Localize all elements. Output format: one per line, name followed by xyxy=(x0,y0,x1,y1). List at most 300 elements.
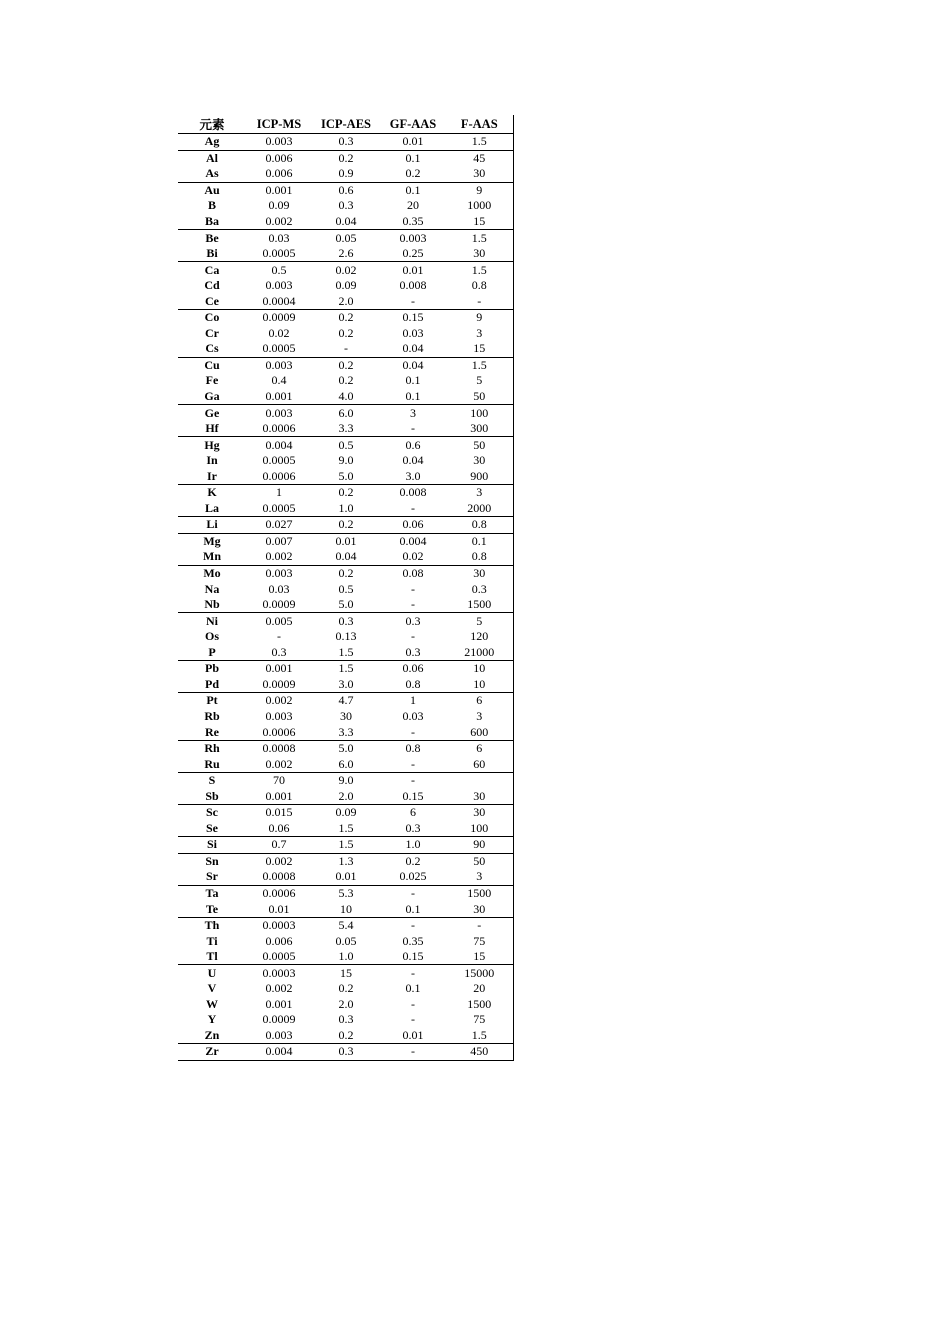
table-row xyxy=(178,821,513,837)
f-aas-cell: 9 xyxy=(446,310,513,326)
f-aas-cell: 1.5 xyxy=(446,230,513,246)
element-cell: Rh xyxy=(204,741,220,756)
icp-ms-cell: 0.007 xyxy=(265,533,293,548)
table-row xyxy=(178,997,513,1013)
icp-ms-cell: 0.0006 xyxy=(246,724,312,740)
table-row xyxy=(178,214,513,230)
f-aas-cell: 0.8 xyxy=(446,278,513,294)
table-row xyxy=(178,293,513,309)
gf-aas-cell: 20 xyxy=(407,198,419,213)
icp-ms-cell: 0.06 xyxy=(246,821,312,837)
gf-aas-cell: - xyxy=(380,293,446,309)
icp-aes-cell: 0.2 xyxy=(338,373,354,388)
gf-aas-cell: 3 xyxy=(410,405,416,420)
icp-ms-cell: 0.001 xyxy=(265,182,293,197)
f-aas-cell: 3 xyxy=(446,869,513,885)
element-cell: K xyxy=(207,485,217,500)
icp-ms-cell: 0.0005 xyxy=(246,501,312,517)
gf-aas-cell: - xyxy=(411,885,415,900)
icp-aes-cell: 0.6 xyxy=(338,182,354,197)
element-cell: Ta xyxy=(205,885,219,900)
table-row xyxy=(178,453,513,469)
table-row xyxy=(178,965,513,981)
icp-aes-cell: 5.0 xyxy=(338,741,354,756)
f-aas-cell: 50 xyxy=(446,437,513,453)
f-aas-cell: 3 xyxy=(446,485,513,501)
f-aas-cell: 75 xyxy=(446,1012,513,1028)
icp-ms-cell: 0.0004 xyxy=(246,293,312,309)
gf-aas-cell: - xyxy=(411,773,415,788)
icp-aes-cell: 0.2 xyxy=(338,325,354,340)
element-cell: Li xyxy=(178,517,246,534)
icp-aes-cell: 0.09 xyxy=(335,278,357,293)
element-cell: Fe xyxy=(205,373,219,388)
table-row xyxy=(178,150,513,166)
gf-aas-cell: 0.1 xyxy=(405,182,421,197)
icp-ms-cell: 0.09 xyxy=(268,198,290,213)
gf-aas-cell: 0.01 xyxy=(402,262,424,277)
f-aas-cell: 50 xyxy=(446,853,513,869)
gf-aas-cell: - xyxy=(411,581,415,596)
icp-ms-cell: 0.002 xyxy=(246,549,312,565)
icp-ms-cell: 0.004 xyxy=(246,1044,312,1061)
element-cell: Cu xyxy=(204,357,220,372)
element-cell: Mg xyxy=(203,533,221,548)
icp-aes-cell: 2.0 xyxy=(338,996,354,1011)
gf-aas-cell: 0.8 xyxy=(380,677,446,693)
icp-aes-cell: 0.3 xyxy=(338,613,354,628)
gf-aas-cell: 0.03 xyxy=(402,325,424,340)
table-row xyxy=(178,230,513,246)
gf-aas-cell: 0.003 xyxy=(399,230,427,245)
element-cell: Zn xyxy=(178,1028,246,1044)
icp-ms-cell: 0.0003 xyxy=(262,918,296,933)
icp-ms-cell: 0.01 xyxy=(246,901,312,917)
f-aas-cell xyxy=(446,772,513,788)
f-aas-cell: 100 xyxy=(446,405,513,421)
f-aas-cell: 3 xyxy=(446,709,513,725)
table-row xyxy=(178,134,513,151)
f-aas-cell: 1.5 xyxy=(446,262,513,278)
element-cell: Te xyxy=(178,901,246,917)
element-cell: Ga xyxy=(178,389,246,405)
f-aas-cell: 30 xyxy=(446,246,513,262)
gf-aas-cell: 0.004 xyxy=(399,533,427,548)
icp-ms-cell: 0.0009 xyxy=(262,310,296,325)
gf-aas-cell: 0.008 xyxy=(399,278,427,293)
icp-aes-cell: 0.01 xyxy=(312,869,380,885)
header-element: 元素 xyxy=(178,115,246,134)
table-row xyxy=(178,949,513,965)
element-cell: Tl xyxy=(178,949,246,965)
f-aas-cell: 120 xyxy=(446,629,513,645)
gf-aas-cell: 0.01 xyxy=(380,134,446,151)
icp-ms-cell: 0.03 xyxy=(268,230,290,245)
f-aas-cell: 1.5 xyxy=(446,1028,513,1044)
f-aas-cell: 75 xyxy=(446,933,513,949)
f-aas-cell: 21000 xyxy=(446,645,513,661)
icp-aes-cell: 6.0 xyxy=(312,756,380,772)
table-row xyxy=(178,357,513,373)
gf-aas-cell: - xyxy=(380,756,446,772)
element-cell: Y xyxy=(207,1012,217,1027)
table-row xyxy=(178,853,513,869)
f-aas-cell: 5 xyxy=(446,373,513,389)
f-aas-cell: 30 xyxy=(446,804,513,820)
f-aas-cell: 3 xyxy=(446,326,513,342)
gf-aas-cell: 1 xyxy=(410,693,416,708)
icp-ms-cell: 0.006 xyxy=(265,150,293,165)
icp-aes-cell: 0.01 xyxy=(335,533,357,548)
table-row xyxy=(178,677,513,693)
table-row xyxy=(178,182,513,198)
icp-aes-cell: 5.0 xyxy=(312,468,380,484)
table-row xyxy=(178,645,513,661)
gf-aas-cell: - xyxy=(411,629,415,644)
table-row xyxy=(178,405,513,421)
icp-ms-cell: 0.027 xyxy=(246,517,312,534)
table-row xyxy=(178,581,513,597)
icp-aes-cell: 30 xyxy=(340,708,352,723)
icp-aes-cell: 6.0 xyxy=(338,405,354,420)
gf-aas-cell: 0.3 xyxy=(405,613,421,628)
icp-ms-cell: 0.0008 xyxy=(262,741,296,756)
table-row xyxy=(178,341,513,357)
icp-ms-cell: 0.003 xyxy=(265,405,293,420)
table-row xyxy=(178,246,513,262)
gf-aas-cell: 0.08 xyxy=(402,566,424,581)
gf-aas-cell: 0.02 xyxy=(380,549,446,565)
icp-aes-cell: 0.5 xyxy=(338,437,354,452)
icp-ms-cell: 0.7 xyxy=(246,837,312,854)
f-aas-cell: 10 xyxy=(446,661,513,677)
table-row xyxy=(178,788,513,804)
table-row xyxy=(178,629,513,645)
gf-aas-cell: 0.3 xyxy=(380,821,446,837)
icp-aes-cell: 0.3 xyxy=(312,134,380,151)
gf-aas-cell: 0.04 xyxy=(380,341,446,357)
icp-aes-cell: 3.3 xyxy=(312,421,380,437)
element-cell: U xyxy=(207,965,217,980)
table-row xyxy=(178,933,513,949)
gf-aas-cell: 0.1 xyxy=(380,901,446,917)
f-aas-cell: 45 xyxy=(446,150,513,166)
element-cell: In xyxy=(206,453,218,468)
gf-aas-cell: - xyxy=(380,421,446,437)
element-cell: Ru xyxy=(178,756,246,772)
element-cell: Sc xyxy=(206,805,218,820)
icp-ms-cell: 0.0006 xyxy=(246,468,312,484)
icp-ms-cell: 0.0008 xyxy=(246,869,312,885)
icp-aes-cell: 0.2 xyxy=(312,1028,380,1044)
table-row xyxy=(178,837,513,854)
icp-ms-cell: 0.0005 xyxy=(246,341,312,357)
icp-aes-cell: 15 xyxy=(340,965,352,980)
icp-ms-cell: 0.002 xyxy=(265,693,293,708)
gf-aas-cell: - xyxy=(411,1012,415,1027)
icp-ms-cell: 0.003 xyxy=(246,1028,312,1044)
gf-aas-cell: 0.3 xyxy=(380,645,446,661)
icp-aes-cell: 0.2 xyxy=(312,517,380,534)
table-row xyxy=(178,373,513,389)
element-cell: Be xyxy=(205,230,219,245)
gf-aas-cell: 0.15 xyxy=(380,949,446,965)
icp-ms-cell: 0.003 xyxy=(265,566,293,581)
f-aas-cell: 6 xyxy=(446,693,513,709)
element-cell: Cr xyxy=(205,325,219,340)
icp-aes-cell: 4.7 xyxy=(338,693,354,708)
icp-aes-cell: 5.0 xyxy=(312,597,380,613)
table-row xyxy=(178,901,513,917)
table-row xyxy=(178,389,513,405)
table-header xyxy=(178,115,513,134)
icp-aes-cell: 0.02 xyxy=(335,262,357,277)
f-aas-cell: - xyxy=(446,293,513,309)
icp-aes-cell: - xyxy=(312,341,380,357)
icp-aes-cell: 0.2 xyxy=(338,357,354,372)
table-row xyxy=(178,1012,513,1028)
element-cell: Zr xyxy=(178,1044,246,1061)
gf-aas-cell: 0.06 xyxy=(380,517,446,534)
icp-aes-cell: 5.3 xyxy=(338,885,354,900)
icp-ms-cell: 0.0005 xyxy=(246,246,312,262)
gf-aas-cell: 0.01 xyxy=(380,1028,446,1044)
element-cell: Hf xyxy=(178,421,246,437)
header-f-aas: F-AAS xyxy=(446,115,513,134)
icp-ms-cell: 0.002 xyxy=(246,756,312,772)
element-cell: W xyxy=(206,996,218,1011)
gf-aas-cell: 0.25 xyxy=(380,246,446,262)
icp-ms-cell: 0.0006 xyxy=(246,421,312,437)
table-row xyxy=(178,804,513,820)
icp-ms-cell: 0.006 xyxy=(265,933,293,948)
icp-ms-cell: 0.5 xyxy=(271,262,287,277)
element-cell: Cd xyxy=(204,278,220,293)
element-cell: Pd xyxy=(178,677,246,693)
icp-aes-cell: 1.3 xyxy=(338,853,354,868)
gf-aas-cell: - xyxy=(411,965,415,980)
icp-aes-cell: 0.3 xyxy=(338,1012,354,1027)
table-row xyxy=(178,661,513,677)
element-cell: Rb xyxy=(204,708,220,723)
f-aas-cell: 15000 xyxy=(446,965,513,981)
icp-ms-cell: 0.4 xyxy=(271,373,287,388)
icp-aes-cell: 1.5 xyxy=(338,661,354,676)
icp-ms-cell: 0.003 xyxy=(246,134,312,151)
element-cell: Mo xyxy=(203,566,221,581)
table-row xyxy=(178,549,513,565)
f-aas-cell: 0.8 xyxy=(446,549,513,565)
gf-aas-cell: 1.0 xyxy=(380,837,446,854)
icp-ms-cell: - xyxy=(277,629,281,644)
icp-aes-cell: 10 xyxy=(312,901,380,917)
gf-aas-cell: 0.03 xyxy=(402,708,424,723)
icp-aes-cell: 1.5 xyxy=(312,821,380,837)
icp-ms-cell: 70 xyxy=(273,773,285,788)
icp-aes-cell: 2.0 xyxy=(312,293,380,309)
element-cell: Ir xyxy=(178,468,246,484)
element-cell: Si xyxy=(178,837,246,854)
f-aas-cell: 9 xyxy=(446,182,513,198)
table-row xyxy=(178,1044,513,1061)
table-row xyxy=(178,724,513,740)
gf-aas-cell: 0.2 xyxy=(405,853,421,868)
element-cell: Sr xyxy=(178,869,246,885)
f-aas-cell: 2000 xyxy=(446,501,513,517)
gf-aas-cell: 0.2 xyxy=(380,166,446,182)
header-icp-ms: ICP-MS xyxy=(246,115,312,134)
table-row xyxy=(178,278,513,294)
table-row xyxy=(178,756,513,772)
element-cell: As xyxy=(178,166,246,182)
icp-ms-cell: 0.0009 xyxy=(246,677,312,693)
icp-ms-cell: 0.001 xyxy=(265,661,293,676)
element-cell: Ag xyxy=(178,134,246,151)
element-cell: Bi xyxy=(178,246,246,262)
table-row xyxy=(178,740,513,756)
f-aas-cell: 600 xyxy=(446,724,513,740)
icp-aes-cell: 1.0 xyxy=(312,501,380,517)
icp-ms-cell: 0.006 xyxy=(246,166,312,182)
f-aas-cell: 0.8 xyxy=(446,517,513,534)
f-aas-cell: 30 xyxy=(446,166,513,182)
element-cell: Os xyxy=(204,629,219,644)
element-cell: Pb xyxy=(204,661,219,676)
table-row xyxy=(178,917,513,933)
element-cell: Th xyxy=(204,918,220,933)
element-cell: Cs xyxy=(178,341,246,357)
f-aas-cell: 15 xyxy=(446,341,513,357)
gf-aas-cell: 0.04 xyxy=(402,357,424,372)
icp-ms-cell: 0.0009 xyxy=(246,597,312,613)
table-row xyxy=(178,693,513,709)
table-row xyxy=(178,468,513,484)
icp-ms-cell: 0.0003 xyxy=(262,965,296,980)
gf-aas-cell: 3.0 xyxy=(380,468,446,484)
f-aas-cell: 5 xyxy=(446,613,513,629)
element-cell: Se xyxy=(178,821,246,837)
icp-aes-cell: 0.2 xyxy=(338,310,354,325)
icp-aes-cell: 9.0 xyxy=(338,453,354,468)
icp-ms-cell: 0.001 xyxy=(265,996,293,1011)
table-row xyxy=(178,533,513,549)
f-aas-cell: 300 xyxy=(446,421,513,437)
f-aas-cell: 1500 xyxy=(446,997,513,1013)
f-aas-cell: 30 xyxy=(446,788,513,804)
gf-aas-cell: - xyxy=(380,724,446,740)
f-aas-cell: 15 xyxy=(446,214,513,230)
f-aas-cell: 1500 xyxy=(446,597,513,613)
gf-aas-cell: 0.06 xyxy=(402,661,424,676)
icp-aes-cell: 0.09 xyxy=(335,805,357,820)
gf-aas-cell: 0.1 xyxy=(380,389,446,405)
icp-aes-cell: 3.3 xyxy=(312,724,380,740)
icp-aes-cell: 0.5 xyxy=(338,581,354,596)
table-row xyxy=(178,326,513,342)
icp-ms-cell: 0.3 xyxy=(246,645,312,661)
icp-ms-cell: 0.003 xyxy=(265,708,293,723)
icp-aes-cell: 0.13 xyxy=(335,629,357,644)
element-cell: Sn xyxy=(205,853,219,868)
f-aas-cell: 0.3 xyxy=(446,581,513,597)
table-row xyxy=(178,517,513,534)
icp-aes-cell: 3.0 xyxy=(312,677,380,693)
f-aas-cell: 1.5 xyxy=(446,357,513,373)
header-icp-aes: ICP-AES xyxy=(312,115,380,134)
element-cell: Pt xyxy=(206,693,218,708)
gf-aas-cell: 0.1 xyxy=(405,150,421,165)
gf-aas-cell: 0.025 xyxy=(380,869,446,885)
gf-aas-cell: 0.1 xyxy=(405,981,421,996)
icp-ms-cell: 0.03 xyxy=(268,581,290,596)
table-row xyxy=(178,709,513,725)
icp-ms-cell: 0.003 xyxy=(265,278,293,293)
icp-ms-cell: 0.005 xyxy=(265,613,293,628)
f-aas-cell: 6 xyxy=(446,740,513,756)
table-row xyxy=(178,597,513,613)
table-row xyxy=(178,1028,513,1044)
f-aas-cell: 1000 xyxy=(446,198,513,214)
gf-aas-cell: 0.8 xyxy=(405,741,421,756)
f-aas-cell: 15 xyxy=(446,949,513,965)
table-row xyxy=(178,310,513,326)
icp-aes-cell: 1.5 xyxy=(312,645,380,661)
gf-aas-cell: 0.008 xyxy=(399,485,427,500)
icp-ms-cell: 1 xyxy=(276,485,282,500)
gf-aas-cell: - xyxy=(411,918,415,933)
table-row xyxy=(178,772,513,788)
gf-aas-cell: - xyxy=(380,501,446,517)
icp-aes-cell: 0.05 xyxy=(335,933,357,948)
f-aas-cell: 1500 xyxy=(446,885,513,901)
icp-ms-cell: 0.001 xyxy=(246,389,312,405)
icp-aes-cell: 0.2 xyxy=(338,566,354,581)
f-aas-cell: 30 xyxy=(446,453,513,469)
table-row xyxy=(178,485,513,501)
icp-ms-cell: 0.001 xyxy=(246,788,312,804)
element-cell: La xyxy=(178,501,246,517)
f-aas-cell: 1.5 xyxy=(446,134,513,151)
element-cell: Sb xyxy=(178,788,246,804)
detection-limits-table xyxy=(178,115,514,1061)
table-row xyxy=(178,885,513,901)
element-cell: Ti xyxy=(206,933,218,948)
icp-ms-cell: 0.0009 xyxy=(262,1012,296,1027)
f-aas-cell: 30 xyxy=(446,565,513,581)
gf-aas-cell: 0.6 xyxy=(405,437,421,452)
table-row xyxy=(178,437,513,453)
element-cell: Na xyxy=(204,581,220,596)
element-cell: Ca xyxy=(204,262,220,277)
gf-aas-cell: - xyxy=(411,996,415,1011)
table-row xyxy=(178,166,513,182)
gf-aas-cell: 0.35 xyxy=(380,214,446,230)
f-aas-cell: - xyxy=(446,917,513,933)
table-row xyxy=(178,565,513,581)
icp-aes-cell: 0.2 xyxy=(338,981,354,996)
icp-ms-cell: 0.0006 xyxy=(262,885,296,900)
f-aas-cell: 60 xyxy=(446,756,513,772)
icp-ms-cell: 0.0005 xyxy=(262,453,296,468)
icp-aes-cell: 0.04 xyxy=(312,549,380,565)
table-body xyxy=(178,134,513,1061)
gf-aas-cell: 0.1 xyxy=(405,373,421,388)
element-cell: Co xyxy=(204,310,220,325)
icp-aes-cell: 0.2 xyxy=(338,485,354,500)
icp-aes-cell: 2.6 xyxy=(312,246,380,262)
icp-aes-cell: 2.0 xyxy=(312,788,380,804)
f-aas-cell: 100 xyxy=(446,821,513,837)
